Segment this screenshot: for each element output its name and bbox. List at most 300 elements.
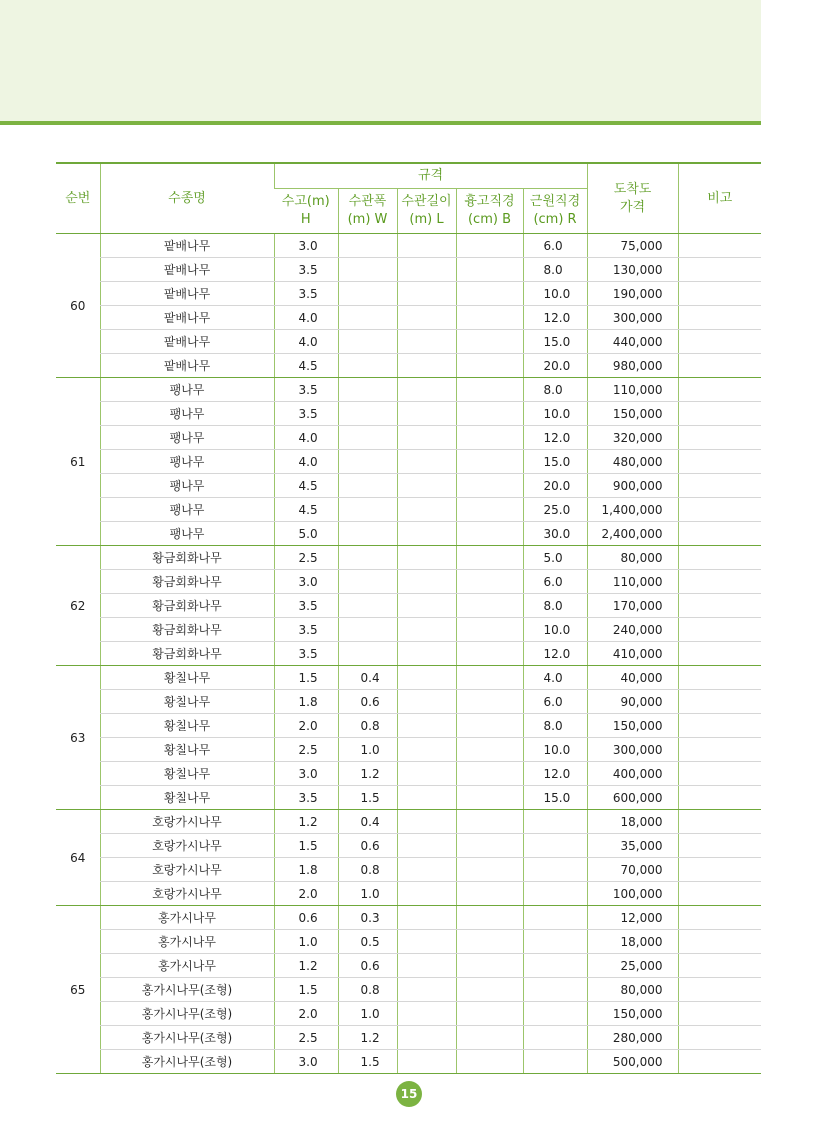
- cell-note: [678, 882, 761, 906]
- cell-root-diameter: 20.0: [523, 354, 587, 378]
- header-breast-diameter-line1: 흉고직경: [464, 194, 515, 209]
- cell-crown-length: [397, 978, 456, 1002]
- table-row: [56, 714, 761, 738]
- cell-height: 3.5: [274, 258, 338, 282]
- cell-note: [678, 426, 761, 450]
- price-table: [56, 162, 761, 1074]
- cell-seq: 63: [56, 666, 100, 810]
- header-price: [587, 163, 678, 234]
- cell-species: 팥배나무: [100, 234, 274, 258]
- cell-breast-diameter: [456, 954, 523, 978]
- cell-breast-diameter: [456, 426, 523, 450]
- cell-breast-diameter: [456, 858, 523, 882]
- cell-height: 3.5: [274, 618, 338, 642]
- cell-note: [678, 282, 761, 306]
- header-crown-length-line2: (m) L: [409, 212, 444, 227]
- cell-breast-diameter: [456, 642, 523, 666]
- cell-price: 18,000: [587, 810, 678, 834]
- cell-root-diameter: [523, 882, 587, 906]
- cell-root-diameter: 10.0: [523, 738, 587, 762]
- table-row: [56, 330, 761, 354]
- header-crown-width-line2: (m) W: [347, 212, 388, 227]
- cell-species: 홍가시나무: [100, 906, 274, 930]
- cell-crown-length: [397, 234, 456, 258]
- cell-crown-length: [397, 258, 456, 282]
- cell-species: 팽나무: [100, 450, 274, 474]
- cell-note: [678, 450, 761, 474]
- cell-height: 2.0: [274, 714, 338, 738]
- cell-crown-length: [397, 690, 456, 714]
- cell-height: 1.2: [274, 810, 338, 834]
- cell-height: 3.5: [274, 642, 338, 666]
- cell-breast-diameter: [456, 738, 523, 762]
- cell-price: 190,000: [587, 282, 678, 306]
- cell-breast-diameter: [456, 546, 523, 570]
- cell-breast-diameter: [456, 474, 523, 498]
- cell-root-diameter: 20.0: [523, 474, 587, 498]
- table-row: [56, 378, 761, 402]
- cell-root-diameter: 8.0: [523, 378, 587, 402]
- cell-crown-width: 0.6: [338, 690, 397, 714]
- cell-species: 호랑가시나무: [100, 810, 274, 834]
- cell-crown-width: 0.6: [338, 954, 397, 978]
- cell-crown-length: [397, 594, 456, 618]
- cell-species: 홍가시나무(조형): [100, 978, 274, 1002]
- cell-species: 홍가시나무(조형): [100, 1002, 274, 1026]
- cell-root-diameter: 6.0: [523, 690, 587, 714]
- cell-price: 480,000: [587, 450, 678, 474]
- cell-height: 4.0: [274, 330, 338, 354]
- cell-crown-length: [397, 426, 456, 450]
- table-row: [56, 1050, 761, 1074]
- cell-note: [678, 978, 761, 1002]
- cell-root-diameter: [523, 1050, 587, 1074]
- cell-root-diameter: [523, 834, 587, 858]
- cell-crown-width: 1.0: [338, 1002, 397, 1026]
- cell-breast-diameter: [456, 690, 523, 714]
- table-row: [56, 498, 761, 522]
- cell-height: 2.5: [274, 1026, 338, 1050]
- cell-price: 25,000: [587, 954, 678, 978]
- table-row: [56, 234, 761, 258]
- cell-height: 2.0: [274, 882, 338, 906]
- cell-seq: 62: [56, 546, 100, 666]
- cell-note: [678, 570, 761, 594]
- table-row: [56, 1026, 761, 1050]
- cell-crown-width: 1.2: [338, 762, 397, 786]
- cell-crown-width: 0.3: [338, 906, 397, 930]
- cell-crown-width: [338, 546, 397, 570]
- cell-crown-length: [397, 618, 456, 642]
- cell-note: [678, 954, 761, 978]
- table-row: [56, 810, 761, 834]
- cell-height: 3.5: [274, 786, 338, 810]
- cell-crown-width: [338, 258, 397, 282]
- cell-species: 황칠나무: [100, 762, 274, 786]
- cell-root-diameter: 8.0: [523, 594, 587, 618]
- cell-species: 호랑가시나무: [100, 858, 274, 882]
- cell-species: 호랑가시나무: [100, 834, 274, 858]
- cell-crown-width: [338, 378, 397, 402]
- cell-breast-diameter: [456, 834, 523, 858]
- cell-height: 1.5: [274, 978, 338, 1002]
- cell-crown-length: [397, 906, 456, 930]
- cell-note: [678, 258, 761, 282]
- cell-breast-diameter: [456, 522, 523, 546]
- cell-price: 80,000: [587, 978, 678, 1002]
- header-breast-diameter-line2: (cm) B: [467, 212, 511, 227]
- cell-crown-length: [397, 354, 456, 378]
- cell-price: 130,000: [587, 258, 678, 282]
- header-root-diameter-line2: (cm) R: [533, 212, 577, 227]
- cell-crown-width: 0.6: [338, 834, 397, 858]
- header-crown-length: [397, 189, 456, 234]
- cell-note: [678, 378, 761, 402]
- table-row: [56, 690, 761, 714]
- cell-crown-width: 0.8: [338, 714, 397, 738]
- table-row: [56, 474, 761, 498]
- cell-note: [678, 1002, 761, 1026]
- cell-note: [678, 474, 761, 498]
- cell-root-diameter: 6.0: [523, 234, 587, 258]
- table-row: [56, 426, 761, 450]
- cell-crown-length: [397, 474, 456, 498]
- cell-species: 황칠나무: [100, 690, 274, 714]
- cell-seq: 65: [56, 906, 100, 1074]
- cell-price: 400,000: [587, 762, 678, 786]
- cell-crown-width: [338, 570, 397, 594]
- header-height: [274, 189, 338, 234]
- cell-price: 1,400,000: [587, 498, 678, 522]
- cell-root-diameter: 12.0: [523, 426, 587, 450]
- cell-height: 2.5: [274, 738, 338, 762]
- cell-price: 170,000: [587, 594, 678, 618]
- cell-price: 70,000: [587, 858, 678, 882]
- cell-crown-length: [397, 786, 456, 810]
- cell-price: 410,000: [587, 642, 678, 666]
- table-row: [56, 354, 761, 378]
- cell-species: 팽나무: [100, 402, 274, 426]
- cell-root-diameter: [523, 858, 587, 882]
- cell-height: 3.5: [274, 282, 338, 306]
- cell-breast-diameter: [456, 594, 523, 618]
- cell-root-diameter: 12.0: [523, 306, 587, 330]
- cell-breast-diameter: [456, 930, 523, 954]
- cell-species: 호랑가시나무: [100, 882, 274, 906]
- cell-price: 110,000: [587, 378, 678, 402]
- cell-crown-length: [397, 834, 456, 858]
- table-row: [56, 546, 761, 570]
- cell-breast-diameter: [456, 618, 523, 642]
- cell-price: 980,000: [587, 354, 678, 378]
- cell-species: 팽나무: [100, 522, 274, 546]
- cell-root-diameter: 10.0: [523, 618, 587, 642]
- cell-price: 90,000: [587, 690, 678, 714]
- cell-height: 2.0: [274, 1002, 338, 1026]
- cell-price: 240,000: [587, 618, 678, 642]
- cell-breast-diameter: [456, 234, 523, 258]
- header-price-line1: 도착도: [613, 181, 652, 197]
- cell-breast-diameter: [456, 786, 523, 810]
- cell-species: 팥배나무: [100, 282, 274, 306]
- cell-price: 100,000: [587, 882, 678, 906]
- cell-crown-length: [397, 330, 456, 354]
- cell-price: 35,000: [587, 834, 678, 858]
- page-number: 15: [396, 1081, 422, 1107]
- cell-note: [678, 690, 761, 714]
- cell-crown-width: 1.0: [338, 738, 397, 762]
- cell-crown-length: [397, 1002, 456, 1026]
- cell-height: 1.0: [274, 930, 338, 954]
- header-root-diameter-line1: 근원직경: [529, 194, 581, 209]
- header-seq: 순번: [56, 163, 100, 234]
- cell-root-diameter: 15.0: [523, 786, 587, 810]
- cell-root-diameter: [523, 1026, 587, 1050]
- cell-crown-length: [397, 642, 456, 666]
- cell-root-diameter: 8.0: [523, 258, 587, 282]
- cell-crown-width: [338, 306, 397, 330]
- cell-species: 팥배나무: [100, 330, 274, 354]
- cell-height: 5.0: [274, 522, 338, 546]
- cell-species: 홍가시나무(조형): [100, 1026, 274, 1050]
- cell-seq: 60: [56, 234, 100, 378]
- table-row: [56, 858, 761, 882]
- table-row: [56, 642, 761, 666]
- cell-price: 110,000: [587, 570, 678, 594]
- cell-note: [678, 1050, 761, 1074]
- cell-breast-diameter: [456, 498, 523, 522]
- header-breast-diameter: [456, 189, 523, 234]
- cell-note: [678, 714, 761, 738]
- cell-note: [678, 762, 761, 786]
- table-row: [56, 522, 761, 546]
- cell-species: 황금회화나무: [100, 570, 274, 594]
- cell-crown-length: [397, 282, 456, 306]
- cell-crown-length: [397, 402, 456, 426]
- cell-crown-length: [397, 306, 456, 330]
- cell-breast-diameter: [456, 666, 523, 690]
- table-row: [56, 762, 761, 786]
- cell-price: 440,000: [587, 330, 678, 354]
- cell-note: [678, 930, 761, 954]
- table-row: [56, 282, 761, 306]
- cell-height: 4.0: [274, 426, 338, 450]
- cell-species: 황금회화나무: [100, 642, 274, 666]
- cell-crown-length: [397, 570, 456, 594]
- table-row: [56, 930, 761, 954]
- table-row: [56, 978, 761, 1002]
- cell-crown-width: 0.5: [338, 930, 397, 954]
- cell-price: 150,000: [587, 1002, 678, 1026]
- cell-breast-diameter: [456, 1050, 523, 1074]
- cell-height: 4.5: [274, 498, 338, 522]
- cell-root-diameter: 10.0: [523, 282, 587, 306]
- cell-crown-length: [397, 858, 456, 882]
- cell-note: [678, 402, 761, 426]
- cell-height: 4.5: [274, 354, 338, 378]
- cell-breast-diameter: [456, 570, 523, 594]
- cell-species: 황칠나무: [100, 666, 274, 690]
- cell-crown-length: [397, 930, 456, 954]
- table-row: [56, 450, 761, 474]
- cell-height: 3.0: [274, 234, 338, 258]
- cell-price: 80,000: [587, 546, 678, 570]
- cell-note: [678, 786, 761, 810]
- cell-species: 팥배나무: [100, 258, 274, 282]
- cell-species: 황금회화나무: [100, 594, 274, 618]
- cell-height: 1.5: [274, 666, 338, 690]
- cell-species: 황금회화나무: [100, 546, 274, 570]
- cell-crown-width: [338, 354, 397, 378]
- cell-note: [678, 306, 761, 330]
- cell-note: [678, 330, 761, 354]
- cell-root-diameter: [523, 954, 587, 978]
- cell-breast-diameter: [456, 354, 523, 378]
- table-row: [56, 954, 761, 978]
- cell-height: 1.5: [274, 834, 338, 858]
- cell-breast-diameter: [456, 1026, 523, 1050]
- cell-note: [678, 858, 761, 882]
- cell-price: 500,000: [587, 1050, 678, 1074]
- cell-root-diameter: 12.0: [523, 762, 587, 786]
- cell-crown-width: [338, 450, 397, 474]
- table-row: [56, 666, 761, 690]
- cell-seq: 61: [56, 378, 100, 546]
- cell-crown-width: [338, 330, 397, 354]
- cell-crown-width: [338, 426, 397, 450]
- cell-price: 300,000: [587, 306, 678, 330]
- cell-species: 홍가시나무: [100, 930, 274, 954]
- cell-note: [678, 810, 761, 834]
- cell-species: 팽나무: [100, 426, 274, 450]
- cell-crown-length: [397, 666, 456, 690]
- cell-crown-width: 0.8: [338, 978, 397, 1002]
- cell-note: [678, 834, 761, 858]
- cell-crown-width: 1.5: [338, 786, 397, 810]
- table-row: [56, 834, 761, 858]
- header-spec: 규격: [274, 163, 587, 189]
- cell-height: 4.0: [274, 306, 338, 330]
- cell-height: 3.5: [274, 402, 338, 426]
- cell-crown-width: [338, 402, 397, 426]
- header-crown-width-line1: 수관폭: [348, 194, 387, 209]
- cell-breast-diameter: [456, 714, 523, 738]
- cell-crown-width: [338, 522, 397, 546]
- cell-crown-length: [397, 810, 456, 834]
- table-row: [56, 906, 761, 930]
- cell-price: 18,000: [587, 930, 678, 954]
- table-row: [56, 1002, 761, 1026]
- table-header: [56, 163, 761, 234]
- cell-note: [678, 1026, 761, 1050]
- cell-root-diameter: 4.0: [523, 666, 587, 690]
- cell-species: 팽나무: [100, 474, 274, 498]
- cell-species: 황금회화나무: [100, 618, 274, 642]
- table-row: [56, 402, 761, 426]
- cell-crown-width: 0.8: [338, 858, 397, 882]
- cell-price: 280,000: [587, 1026, 678, 1050]
- cell-species: 황칠나무: [100, 714, 274, 738]
- cell-price: 75,000: [587, 234, 678, 258]
- cell-crown-width: [338, 282, 397, 306]
- cell-breast-diameter: [456, 258, 523, 282]
- cell-price: 12,000: [587, 906, 678, 930]
- table-row: [56, 258, 761, 282]
- cell-height: 0.6: [274, 906, 338, 930]
- cell-crown-length: [397, 954, 456, 978]
- cell-crown-width: 0.4: [338, 810, 397, 834]
- cell-species: 황칠나무: [100, 738, 274, 762]
- cell-root-diameter: [523, 978, 587, 1002]
- cell-breast-diameter: [456, 1002, 523, 1026]
- cell-crown-width: 1.2: [338, 1026, 397, 1050]
- cell-crown-width: 1.0: [338, 882, 397, 906]
- top-banner: [0, 0, 761, 121]
- cell-height: 4.0: [274, 450, 338, 474]
- cell-crown-length: [397, 450, 456, 474]
- cell-root-diameter: 5.0: [523, 546, 587, 570]
- cell-breast-diameter: [456, 402, 523, 426]
- cell-crown-length: [397, 1050, 456, 1074]
- cell-note: [678, 594, 761, 618]
- cell-height: 3.0: [274, 762, 338, 786]
- table-row: [56, 306, 761, 330]
- cell-note: [678, 666, 761, 690]
- cell-crown-width: 1.5: [338, 1050, 397, 1074]
- cell-note: [678, 546, 761, 570]
- cell-root-diameter: 15.0: [523, 450, 587, 474]
- cell-height: 1.2: [274, 954, 338, 978]
- cell-root-diameter: [523, 810, 587, 834]
- cell-height: 3.0: [274, 570, 338, 594]
- cell-crown-length: [397, 378, 456, 402]
- cell-crown-length: [397, 522, 456, 546]
- cell-root-diameter: 30.0: [523, 522, 587, 546]
- cell-height: 3.5: [274, 594, 338, 618]
- header-crown-length-line1: 수관길이: [401, 194, 452, 209]
- cell-species: 팽나무: [100, 378, 274, 402]
- table-row: [56, 570, 761, 594]
- banner-divider: [0, 121, 761, 125]
- cell-crown-length: [397, 546, 456, 570]
- table-row: [56, 738, 761, 762]
- cell-price: 150,000: [587, 402, 678, 426]
- cell-crown-length: [397, 714, 456, 738]
- cell-crown-length: [397, 882, 456, 906]
- cell-note: [678, 906, 761, 930]
- cell-crown-length: [397, 762, 456, 786]
- cell-price: 320,000: [587, 426, 678, 450]
- cell-root-diameter: [523, 930, 587, 954]
- cell-height: 1.8: [274, 858, 338, 882]
- cell-species: 팥배나무: [100, 354, 274, 378]
- cell-breast-diameter: [456, 282, 523, 306]
- cell-height: 4.5: [274, 474, 338, 498]
- header-price-line2: 가격: [619, 199, 646, 215]
- cell-crown-length: [397, 498, 456, 522]
- cell-height: 3.0: [274, 1050, 338, 1074]
- table-row: [56, 786, 761, 810]
- cell-breast-diameter: [456, 378, 523, 402]
- cell-breast-diameter: [456, 906, 523, 930]
- cell-price: 600,000: [587, 786, 678, 810]
- cell-breast-diameter: [456, 810, 523, 834]
- cell-species: 홍가시나무(조형): [100, 1050, 274, 1074]
- cell-breast-diameter: [456, 450, 523, 474]
- cell-breast-diameter: [456, 978, 523, 1002]
- cell-root-diameter: 6.0: [523, 570, 587, 594]
- cell-root-diameter: [523, 906, 587, 930]
